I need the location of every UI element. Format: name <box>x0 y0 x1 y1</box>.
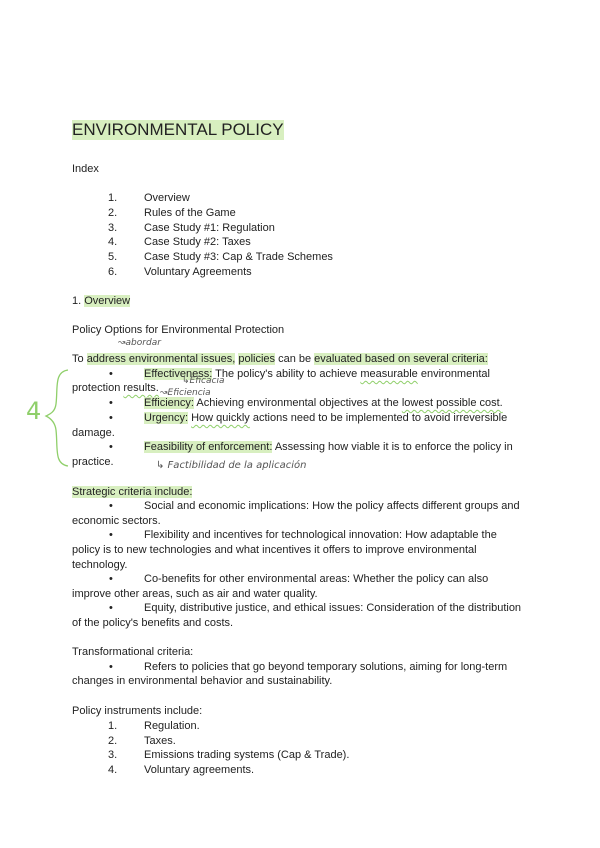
text-segment: Case Study #2: Taxes <box>144 236 251 248</box>
text-line <box>72 674 332 688</box>
item-text <box>144 528 497 542</box>
text-line <box>72 294 130 308</box>
bullet-marker: • <box>109 397 113 409</box>
text-segment: Overview <box>144 192 190 204</box>
item-text <box>144 265 252 279</box>
document-title: ENVIRONMENTAL POLICY <box>72 120 284 139</box>
text-segment: Policy Options for Environmental Protection <box>72 324 285 336</box>
list-number: 3. <box>108 222 118 234</box>
highlighted-text: Strategic criteria include: <box>72 486 193 498</box>
item-text <box>144 660 507 674</box>
text-line <box>72 514 161 528</box>
text-segment: actions need to be implemented to avoid irreversible <box>249 412 508 424</box>
highlighted-text: evaluated based on several criteria: <box>314 353 488 365</box>
text-segment: Social and economic implications: How the policy affects different groups and <box>144 500 520 512</box>
list-number: 2. <box>108 735 118 747</box>
item-text <box>144 572 488 586</box>
text-segment: economic sectors. <box>72 515 161 527</box>
handwritten-note-abordar: ↝abordar <box>118 338 161 348</box>
text-segment: practice. <box>72 456 114 468</box>
bullet-marker: • <box>109 529 113 541</box>
highlighted-text: Feasibility of enforcement: <box>144 441 273 453</box>
text-line <box>72 162 99 176</box>
text-segment: Flexibility and incentives for technological innovation: How adaptable the <box>144 529 497 541</box>
list-number: 6. <box>108 266 118 278</box>
item-text <box>144 763 254 777</box>
curly-brace-icon <box>44 368 70 468</box>
item-text <box>144 221 275 235</box>
text-segment: damage. <box>72 427 115 439</box>
item-text <box>144 396 503 410</box>
highlighted-text: address environmental issues, <box>86 353 236 365</box>
text-segment: Refers to policies that go beyond temporary solutions, aiming for long-term <box>144 661 508 673</box>
item-text <box>144 719 200 733</box>
text-segment: Voluntary agreements. <box>144 764 255 776</box>
text-line <box>72 426 115 440</box>
item-text <box>144 734 176 748</box>
text-segment: Voluntary Agreements <box>144 266 252 278</box>
text-line <box>72 558 127 572</box>
text-line <box>72 352 488 366</box>
text-line <box>72 323 284 337</box>
underlined-text: How quickly <box>191 412 250 424</box>
item-text <box>144 250 333 264</box>
highlighted-text: policies <box>238 353 276 365</box>
item-text <box>144 748 349 762</box>
text-segment: changes in environmental behavior and sustainability. <box>72 675 333 687</box>
text-segment: To <box>72 353 87 365</box>
text-line <box>72 485 192 499</box>
underlined-text: measurable <box>360 368 418 380</box>
list-number: 1. <box>108 192 118 204</box>
text-segment: Transformational criteria: <box>72 646 194 658</box>
text-segment: Case Study #3: Cap & Trade Schemes <box>144 251 333 263</box>
item-text <box>144 499 520 513</box>
item-text <box>144 601 521 615</box>
list-number: 4. <box>108 764 118 776</box>
bullet-marker: • <box>109 368 113 380</box>
handwritten-note-eficiencia: ↝Eficiencia <box>160 388 211 398</box>
text-segment: policy is to new technologies and what incentives it offers to improve environmental <box>72 544 477 556</box>
item-text <box>144 440 513 454</box>
text-segment: The policy's ability to achieve <box>212 368 361 380</box>
text-segment: Regulation. <box>144 720 200 732</box>
bullet-marker: • <box>109 441 113 453</box>
bullet-marker: • <box>109 573 113 585</box>
highlighted-text: Effectiveness: <box>144 368 213 380</box>
text-segment: Achieving environmental objectives at the <box>193 397 402 409</box>
text-segment: Policy instruments include: <box>72 705 203 717</box>
list-number: 5. <box>108 251 118 263</box>
item-text <box>144 191 190 205</box>
text-line <box>72 543 477 557</box>
item-text <box>144 411 507 425</box>
text-line <box>72 455 114 469</box>
bullet-marker: • <box>109 412 113 424</box>
item-text <box>144 206 236 220</box>
bullet-marker: • <box>109 602 113 614</box>
item-text <box>144 235 251 249</box>
list-number: 2. <box>108 207 118 219</box>
text-segment: Emissions trading systems (Cap & Trade). <box>144 749 350 761</box>
text-line <box>72 616 233 630</box>
list-number: 1. <box>108 720 118 732</box>
text-line <box>72 587 318 601</box>
highlighted-text: Efficiency: <box>144 397 194 409</box>
highlighted-text: Overview <box>84 295 131 307</box>
handwritten-note-eficacia: ↳Eficacia <box>182 376 225 386</box>
bullet-marker: • <box>109 500 113 512</box>
handwritten-count: 4 <box>26 397 42 425</box>
text-segment: Index <box>72 163 99 175</box>
handwritten-note-factibilidad: ↳ Factibilidad de la aplicación <box>156 460 307 471</box>
text-segment: Equity, distributive justice, and ethical issues: Consideration of the distribution <box>144 602 522 614</box>
list-number: 3. <box>108 749 118 761</box>
list-number: 4. <box>108 236 118 248</box>
text-line <box>72 645 193 659</box>
text-segment: Co-benefits for other environmental areas: Whether the policy can also <box>144 573 489 585</box>
underlined-text: lowest possible cost. <box>401 397 503 409</box>
text-segment: Taxes. <box>144 735 176 747</box>
text-segment: protection <box>72 382 124 394</box>
text-segment: improve other areas, such as air and water quality. <box>72 588 318 600</box>
text-segment: Case Study #1: Regulation <box>144 222 275 234</box>
text-segment: Assessing how viable it is to enforce the policy in <box>272 441 513 453</box>
highlighted-text: Urgency: <box>144 412 189 424</box>
bullet-marker: • <box>109 661 113 673</box>
text-segment: 1. <box>72 295 85 307</box>
text-line <box>72 381 159 395</box>
underlined-text: results. <box>123 382 159 394</box>
text-segment: can be <box>275 353 315 365</box>
text-segment: environmental <box>417 368 490 380</box>
text-line <box>72 704 202 718</box>
text-segment: Rules of the Game <box>144 207 236 219</box>
text-segment: of the policy's benefits and costs. <box>72 617 234 629</box>
text-segment: technology. <box>72 559 128 571</box>
